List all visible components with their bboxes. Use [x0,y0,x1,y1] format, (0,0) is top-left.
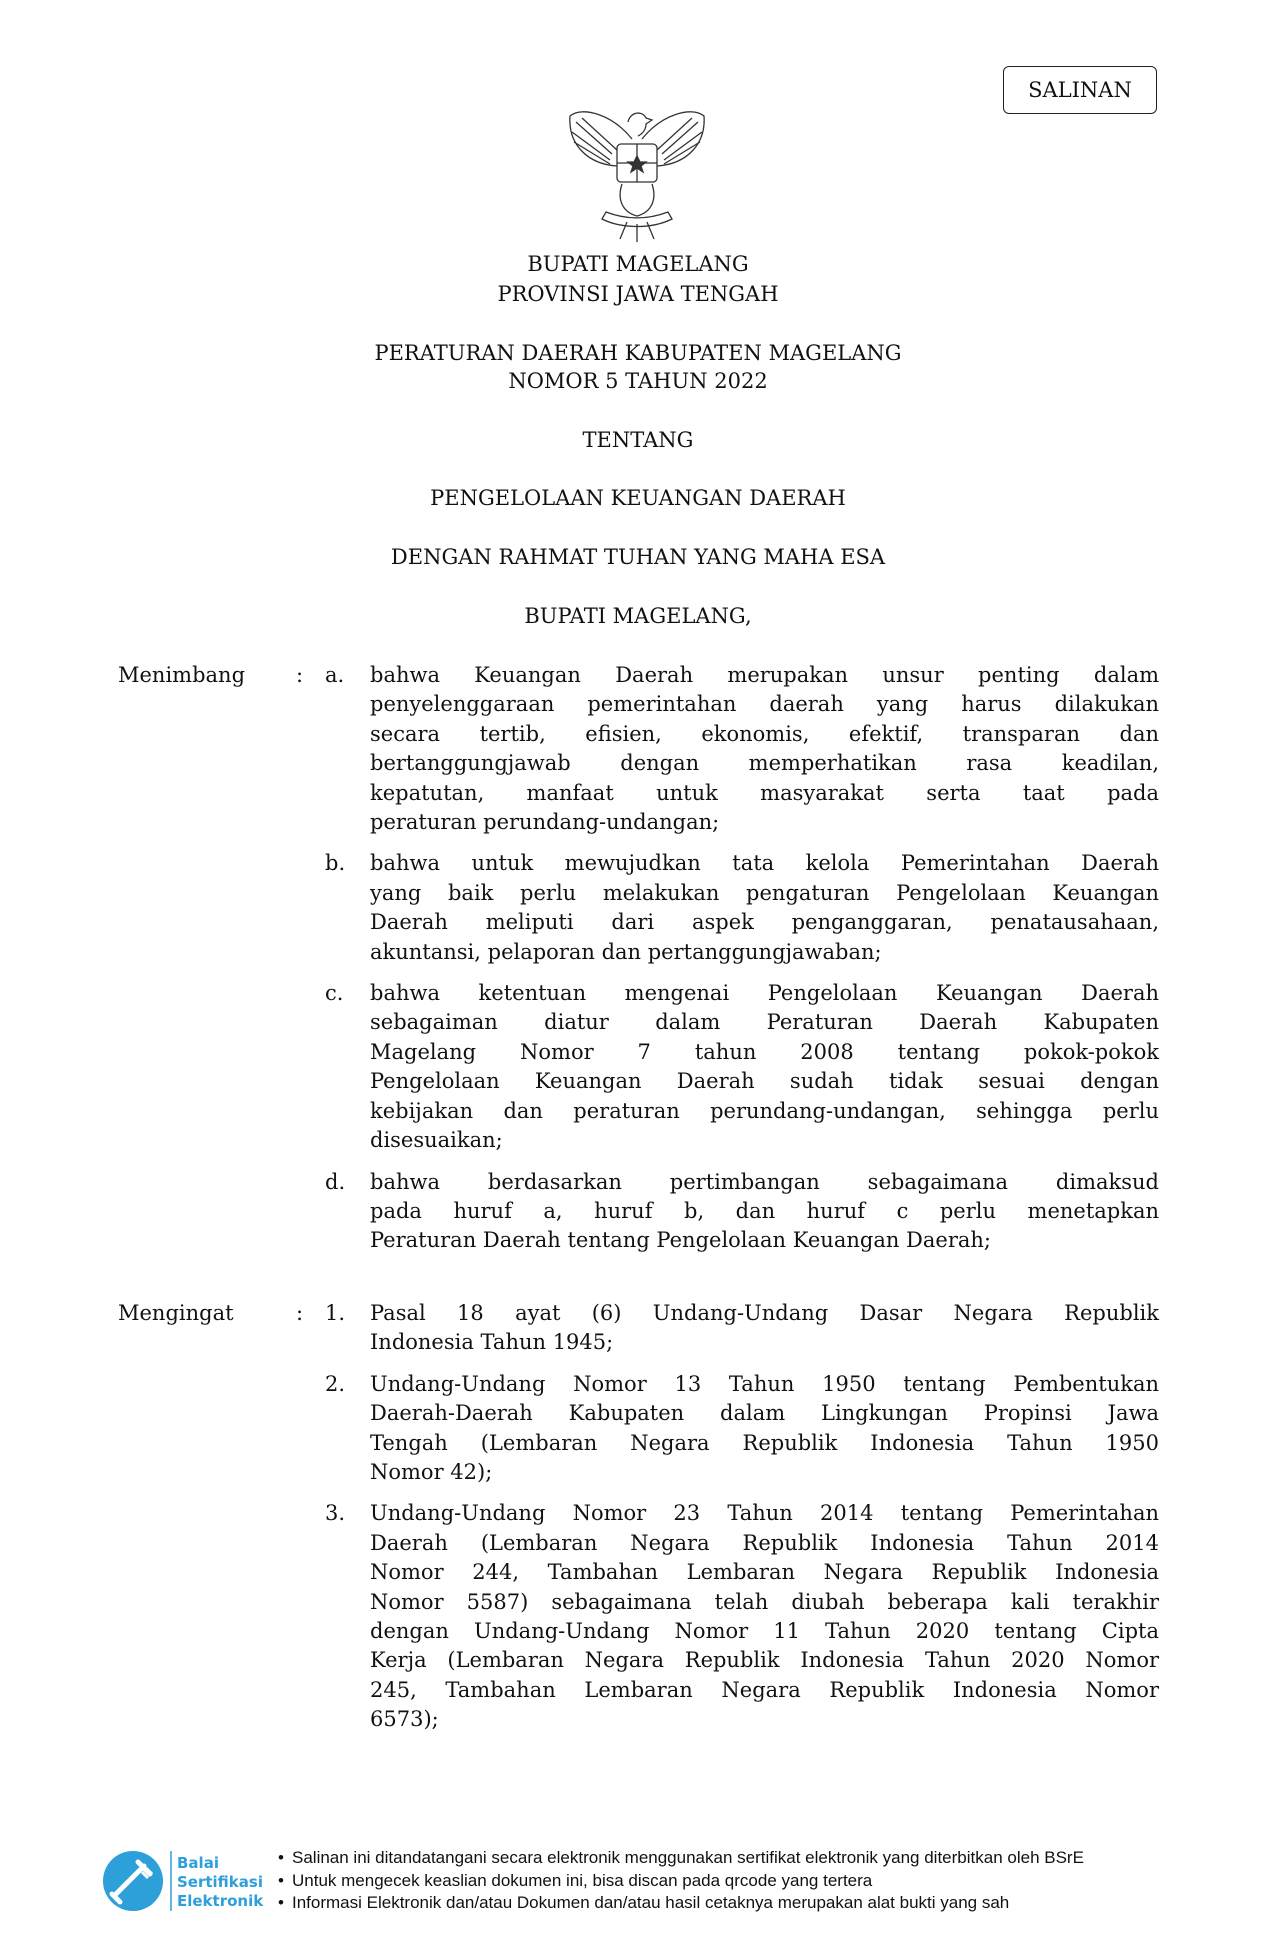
item-text [370,1499,1159,1734]
footer-note: • Informasi Elektronik dan/atau Dokumen dan/atau hasil cetaknya merupakan alat bukti yang sah [278,1892,1084,1915]
text-line: Indonesia Tahun 1945; [370,1330,614,1355]
logo-text-balai: Balai [177,1854,219,1872]
text-line: Pengelolaan Keuangan Daerah sudah tidak sesuai dengan [370,1069,1159,1094]
item-marker: c. [325,981,344,1006]
list-item [118,661,1159,837]
list-item [118,1370,1159,1488]
text-line: yang baik perlu melakukan pengaturan Pengelolaan Keuangan [370,880,1159,905]
text-line: peraturan perundang-undangan; [370,810,720,835]
footer-note: • Salinan ini ditandatangani secara elektronik menggunakan sertifikat elektronik yang diterbitkan oleh BSrE [278,1847,1084,1870]
header-regent-title: BUPATI MAGELANG [527,252,749,276]
text-line: Kerja (Lembaran Negara Republik Indonesia Tahun 2020 Nomor [370,1648,1159,1673]
text-line: Daerah-Daerah Kabupaten dalam Lingkungan Propinsi Jawa [370,1401,1159,1426]
item-marker: d. [325,1169,346,1194]
text-line: Tengah (Lembaran Negara Republik Indonesia Tahun 1950 [370,1430,1159,1455]
text-line: kebijakan dan peraturan perundang-undangan, sehingga perlu [370,1098,1159,1123]
logo-text-elektronik: Elektronik [177,1892,264,1910]
regent-salutation: BUPATI MAGELANG, [524,604,752,628]
bsre-logo-icon [103,1851,163,1911]
text-line: Nomor 5587) sebagaimana telah diubah beberapa kali terakhir [370,1589,1159,1614]
text-line: akuntansi, pelaporan dan pertanggungjawaban; [370,939,882,964]
text-line: penyelenggaraan pemerintahan daerah yang harus dilakukan [370,692,1159,717]
text-line: bahwa ketentuan mengenai Pengelolaan Keuangan Daerah [370,981,1159,1006]
list-item [118,849,1159,967]
logo-text-sertifikasi: Sertifikasi [177,1873,263,1891]
item-text [370,1168,1159,1256]
item-marker: 1. [325,1301,346,1325]
item-text [370,1299,1159,1358]
text-line: 6573); [370,1707,439,1732]
text-line: Nomor 244, Tambahan Lembaran Negara Republik Indonesia [370,1560,1159,1585]
footer-notes [278,1847,1084,1915]
salinan-stamp: SALINAN [1003,66,1157,114]
header-province: PROVINSI JAWA TENGAH [497,282,779,306]
section-colon: : [296,1301,304,1325]
text-line: Undang-Undang Nomor 23 Tahun 2014 tentang Pemerintahan [370,1501,1159,1526]
text-line: bahwa Keuangan Daerah merupakan unsur penting dalam [370,663,1159,687]
list-item [118,1299,1159,1358]
regulation-subject: PENGELOLAAN KEUANGAN DAERAH [430,486,846,510]
text-line: pada huruf a, huruf b, dan huruf c perlu menetapkan [370,1198,1159,1223]
menimbang-section [118,661,1159,1268]
text-line: 245, Tambahan Lembaran Negara Republik Indonesia Nomor [370,1677,1159,1702]
about-heading: TENTANG [582,428,694,452]
item-text [370,849,1159,967]
text-line: Pasal 18 ayat (6) Undang-Undang Dasar Negara Republik [370,1301,1159,1325]
text-line: Daerah (Lembaran Negara Republik Indonesia Tahun 2014 [370,1530,1159,1555]
invocation: DENGAN RAHMAT TUHAN YANG MAHA ESA [390,545,886,569]
text-line: sebagaiman diatur dalam Peraturan Daerah Kabupaten [370,1010,1159,1035]
regulation-title: PERATURAN DAERAH KABUPATEN MAGELANG [374,341,902,365]
section-label: Mengingat [118,1301,234,1325]
text-line: Peraturan Daerah tentang Pengelolaan Keuangan Daerah; [370,1228,991,1253]
text-line: kepatutan, manfaat untuk masyarakat serta taat pada [370,780,1159,805]
text-line: bahwa untuk mewujudkan tata kelola Pemerintahan Daerah [370,851,1159,876]
item-text [370,979,1159,1155]
text-line: dengan Undang-Undang Nomor 11 Tahun 2020 tentang Cipta [370,1619,1159,1644]
garuda-emblem-icon [562,104,712,244]
item-marker: 3. [325,1501,346,1526]
text-line: disesuaikan; [370,1128,503,1153]
text-line: bertanggungjawab dengan memperhatikan rasa keadilan, [370,751,1159,776]
list-item [118,1168,1159,1256]
text-line: Daerah meliputi dari aspek penganggaran, penatausahaan, [370,910,1159,935]
text-line: Magelang Nomor 7 tahun 2008 tentang pokok-pokok [370,1039,1159,1064]
item-text [370,661,1159,837]
text-line: secara tertib, efisien, ekonomis, efektif, transparan dan [370,721,1159,746]
mengingat-section [118,1299,1159,1747]
regulation-number: NOMOR 5 TAHUN 2022 [508,369,768,393]
section-label: Menimbang [118,663,246,687]
text-line: Nomor 42); [370,1460,493,1485]
item-text [370,1370,1159,1488]
list-item [118,1499,1159,1734]
list-item [118,979,1159,1155]
text-line: bahwa berdasarkan pertimbangan sebagaimana dimaksud [370,1169,1159,1194]
item-marker: a. [325,663,345,687]
bsre-logo [100,1848,275,1914]
item-marker: b. [325,851,346,876]
section-colon: : [296,663,304,687]
item-marker: 2. [325,1371,346,1396]
footer-note: • Untuk mengecek keaslian dokumen ini, bisa discan pada qrcode yang tertera [278,1870,1084,1893]
text-line: Undang-Undang Nomor 13 Tahun 1950 tentang Pembentukan [370,1371,1159,1396]
